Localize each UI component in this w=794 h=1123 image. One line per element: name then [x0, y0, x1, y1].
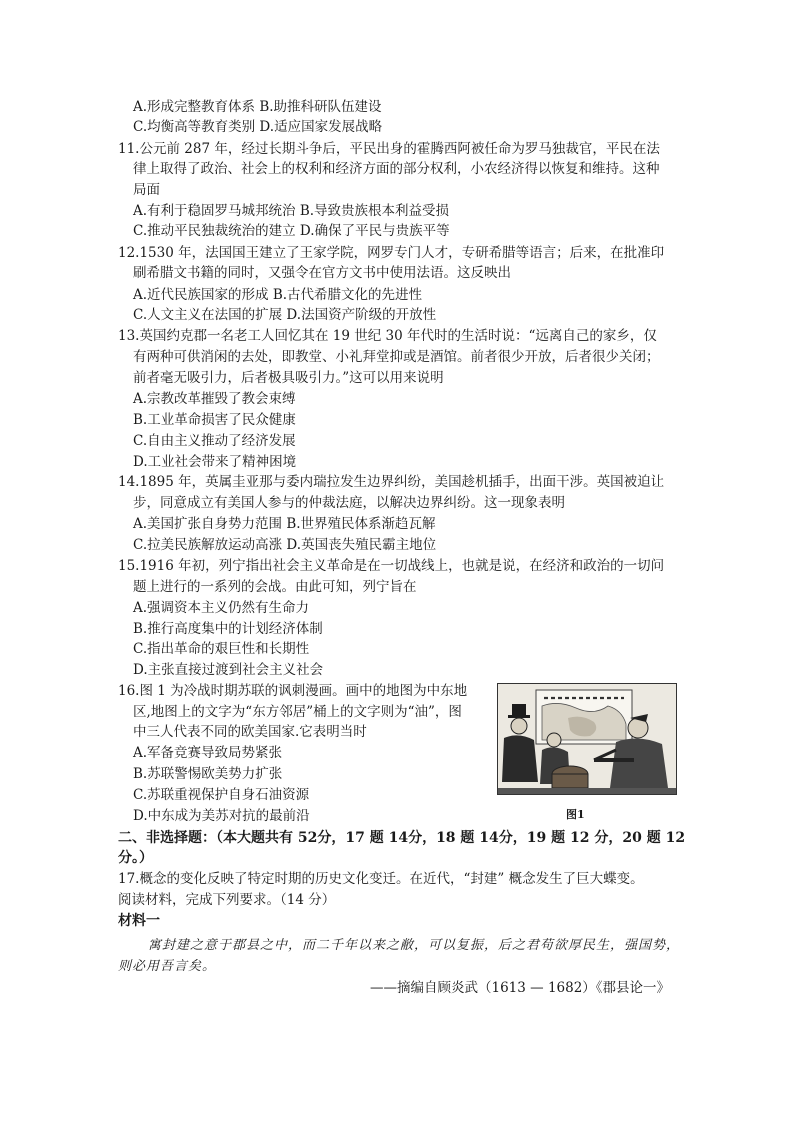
q15-stem-line: 15.1916 年初，列宁指出社会主义革命是在一切战线上，也就是说，在经济和政治的一切问: [118, 558, 665, 574]
q16-option-d: D.中东成为美苏对抗的最前沿: [133, 808, 310, 824]
q16-option-c: C.苏联重视保护自身石油资源: [133, 787, 310, 803]
material-quote-line: 寓封建之意于郡县之中，而二千年以来之敝，可以复振，后之君苟欲厚民生，强国势，: [148, 938, 681, 953]
q15-option-b: B.推行高度集中的计划经济体制: [133, 621, 323, 637]
q17-stem-line: 17.概念的变化反映了特定时期的历史文化变迁。在近代，“封建” 概念发生了巨大蝶变。: [118, 871, 644, 887]
q13-stem-line: 有两种可供消闲的去处，即教堂、小礼拜堂抑或是酒馆。前者很少开放，后者很少关闭；: [133, 349, 660, 365]
q11-option-ab: A.有利于稳固罗马城邦统治 B.导致贵族根本利益受损: [133, 203, 450, 219]
cartoon-illustration: [498, 684, 676, 794]
q13-option-a: A.宗教改革摧毁了教会束缚: [133, 391, 296, 407]
figure-caption: 图1: [566, 808, 585, 821]
q16-option-b: B.苏联警惕欧美势力扩张: [133, 766, 283, 782]
q14-stem-line: 14.1895 年，英属圭亚那与委内瑞拉发生边界纠纷，美国趁机插手，出面干涉。英国被迫让: [118, 474, 665, 490]
q11-stem-line: 11.公元前 287 年，经过长期斗争后，平民出身的霍腾西阿被任命为罗马独裁官，平民在法: [118, 141, 660, 157]
q16-option-a: A.军备竞赛导致局势紧张: [133, 745, 283, 761]
cartoon-figure: [497, 683, 677, 795]
q12-stem-line: 刷希腊文书籍的同时，又强令在官方文书中使用法语。这反映出: [133, 265, 511, 281]
q14-option-ab: A.美国扩张自身势力范围 B.世界殖民体系渐趋瓦解: [133, 516, 436, 532]
q12-stem-line: 12.1530 年，法国国王建立了王家学院，网罗专门人才，专研希腊等语言；后来，在批准印: [118, 245, 665, 261]
q15-option-a: A.强调资本主义仍然有生命力: [133, 600, 310, 616]
q15-stem-line: 题上进行的一系列的会战。由此可知，列宁旨在: [133, 579, 417, 595]
q16-stem-line: 区,地图上的文字为“东方邻居”桶上的文字则为“油”，图: [133, 704, 462, 720]
section-heading-cont: 分。）: [118, 850, 153, 866]
material-quote-line: 则必用吾言矣。: [118, 959, 217, 974]
q13-option-c: C.自由主义推动了经济发展: [133, 433, 296, 449]
q16-stem-line: 16.图 1 为冷战时期苏联的讽刺漫画。画中的地图为中东地: [118, 683, 468, 699]
q13-option-d: D.工业社会带来了精神困境: [133, 454, 297, 470]
q15-option-c: C.指出革命的艰巨性和长期性: [133, 641, 310, 657]
q16-stem-line: 中三人代表不同的欧美国家.它表明当时: [133, 724, 367, 740]
q11-stem-line: 律上取得了政治、社会上的权利和经济方面的部分权利，小农经济得以恢复和维持。这种: [133, 161, 660, 177]
q12-option-cd: C.人文主义在法国的扩展 D.法国资产阶级的开放性: [133, 307, 437, 323]
q14-option-cd: C.拉美民族解放运动高涨 D.英国丧失殖民霸主地位: [133, 537, 437, 553]
q10-option-ab: A.形成完整教育体系 B.助推科研队伍建设: [133, 99, 382, 115]
q13-stem-line: 前者毫无吸引力，后者极具吸引力。”这可以用来说明: [133, 370, 444, 386]
section-heading: 二、非选择题：（本大题共有 52分，17 题 14分，18 题 14分，19 题 12 分，20 题 12: [118, 830, 686, 846]
q17-stem-line: 阅读材料，完成下列要求。（14 分）: [118, 892, 336, 908]
q15-option-d: D.主张直接过渡到社会主义社会: [133, 662, 324, 678]
q14-stem-line: 步，同意成立有美国人参与的仲裁法庭，以解决边界纠纷。这一现象表明: [133, 495, 565, 511]
material-title: 材料一: [118, 913, 160, 929]
q13-stem-line: 13.英国约克郡一名老工人回忆其在 19 世纪 30 年代时的生活时说：“远离自己的家乡，仅: [118, 328, 657, 344]
q11-option-cd: C.推动平民独裁统治的建立 D.确保了平民与贵族平等: [133, 223, 450, 239]
material-source: ——摘编自顾炎武（1613 — 1682）《郡县论一》: [370, 980, 671, 996]
q12-option-ab: A.近代民族国家的形成 B.古代希腊文化的先进性: [133, 287, 423, 303]
q11-stem-line: 局面: [133, 182, 160, 198]
q10-option-cd: C.均衡高等教育类别 D.适应国家发展战略: [133, 119, 383, 135]
q13-option-b: B.工业革命损害了民众健康: [133, 412, 296, 428]
